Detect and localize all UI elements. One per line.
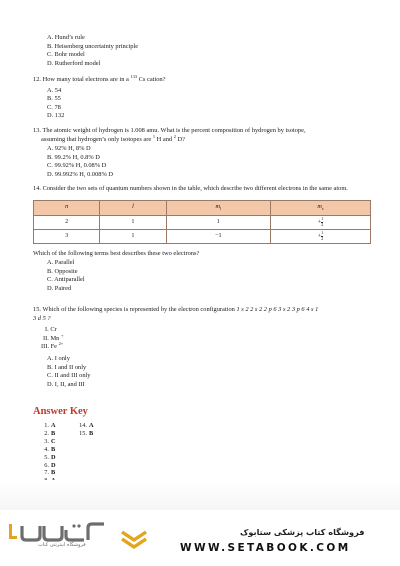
q12-option-b: B. 55	[47, 95, 61, 103]
footer-fade	[0, 480, 400, 510]
answer-key-title: Answer Key	[33, 406, 88, 417]
q13-stem-line1: 13. The atomic weight of hydrogen is 1.008 amu. What is the percent composition of hydrogen by isotope,	[33, 127, 306, 134]
q15-option-b: B. I and II only	[47, 363, 87, 371]
table-cell-ml: −1	[166, 229, 270, 243]
electron-configuration: 1 s 2 2 s 2 2 p 6 3 s 2 3 p 6 4 s 1	[236, 306, 319, 313]
answer-key-entry: 15. B	[79, 429, 94, 437]
table-cell-l: 1	[100, 229, 166, 243]
question-15	[33, 306, 378, 389]
setabook-logo	[8, 518, 116, 552]
shop-url-link[interactable]: WWW.SETABOOK.COM	[180, 542, 351, 554]
table-row	[34, 215, 371, 229]
q11-option-c: C. Bohr model	[47, 51, 85, 59]
brand-chevron-icon	[120, 528, 148, 552]
fraction: $\frac{1}{2}$	[321, 216, 324, 227]
q15-option-c: C. II and III only	[47, 372, 91, 380]
answer-key-entry: 5. D	[44, 453, 56, 461]
answer-key-entry: 7. B	[44, 469, 56, 477]
table-cell-ms: + $\frac{1}{2}$	[270, 229, 370, 243]
answer-key-entry: 3. C	[44, 437, 56, 445]
answer-key-entry: 1. A	[44, 422, 56, 429]
table-cell-n: 3	[34, 229, 100, 243]
question-12	[33, 73, 378, 121]
q14-option-d: D. Paired	[47, 284, 72, 292]
q15-option-a: A. I only	[47, 354, 70, 362]
quantum-numbers-table	[33, 200, 371, 244]
shop-name: فروشگاه کتاب پزشکی ستابوک	[240, 527, 365, 537]
q14-stem: 14. Consider the two sets of quantum numbers shown in the table, which describe two different electrons in the same atom.	[33, 185, 348, 192]
q15-item-i: I. Cr	[45, 326, 57, 334]
table-header-ms: $m_s$	[270, 200, 370, 215]
q12-option-c: C. 78	[47, 103, 61, 111]
answer-key-entry: 6. D	[44, 461, 56, 469]
question-13	[33, 127, 378, 180]
table-header-n: n	[34, 200, 100, 215]
answer-key-entry: 14. A	[79, 422, 94, 429]
q12-option-a: A. 54	[47, 86, 62, 94]
q13-option-c: C. 99.92% H, 0.08% D	[47, 162, 107, 170]
q13-option-a: A. 92% H, 8% D	[47, 145, 91, 153]
logo-subtitle: فروشگاه اینترنتی کتاب	[38, 542, 86, 548]
answer-key-entry: 2. B	[44, 429, 56, 437]
q11-option-d: D. Rutherford model	[47, 59, 101, 67]
answer-key-entry: 4. B	[44, 445, 56, 453]
q14-option-c: C. Antiparallel	[47, 276, 85, 284]
electron-configuration-cont: 3 d 5 ?	[33, 314, 51, 322]
table-cell-n: 2	[34, 215, 100, 229]
q15-stem: 15. Which of the following species is represented by the electron configuration 1 s 2 2 s 2 2 p 6 3 s 2 3 p 6 4 s 1	[33, 306, 319, 313]
table-cell-ml: 1	[166, 215, 270, 229]
q13-option-b: B. 99.2% H, 0.8% D	[47, 153, 100, 161]
q14-option-b: B. Opposite	[47, 267, 78, 275]
table-row	[34, 229, 371, 243]
table-cell-ms: + $\frac{1}{2}$	[270, 215, 370, 229]
question-11	[33, 34, 378, 68]
q15-item-ii: II. Mn +	[43, 332, 64, 342]
q11-option-a: A. Hund’s rule	[47, 34, 85, 41]
q12-stem: 12. How many total electrons are in a $^{133}$ Cs cation?	[33, 73, 166, 83]
table-cell-l: 1	[100, 215, 166, 229]
answer-key-column-2	[74, 422, 94, 438]
q11-option-b: B. Heisenberg uncertainty principle	[47, 42, 139, 50]
q14-option-a: A. Parallel	[47, 259, 75, 267]
q13-stem-line2: assuming that hydrogen’s only isotopes are $^1$ H and $^2$ D?	[41, 133, 185, 143]
q14-follow-up: Which of the following terms best describes these two electrons?	[33, 249, 200, 257]
table-header-ml: $m_l$	[166, 200, 270, 215]
table-header-l: l	[100, 200, 166, 215]
question-14	[33, 185, 378, 294]
q12-option-d: D. 132	[47, 112, 65, 120]
q15-item-iii: III. Fe $^{2+}$	[41, 341, 64, 351]
q13-option-d: D. 99.992% H, 0.008% D	[47, 170, 114, 178]
q15-option-d: D. I, II, and III	[47, 380, 85, 388]
fraction: $\frac{1}{2}$	[321, 230, 324, 241]
